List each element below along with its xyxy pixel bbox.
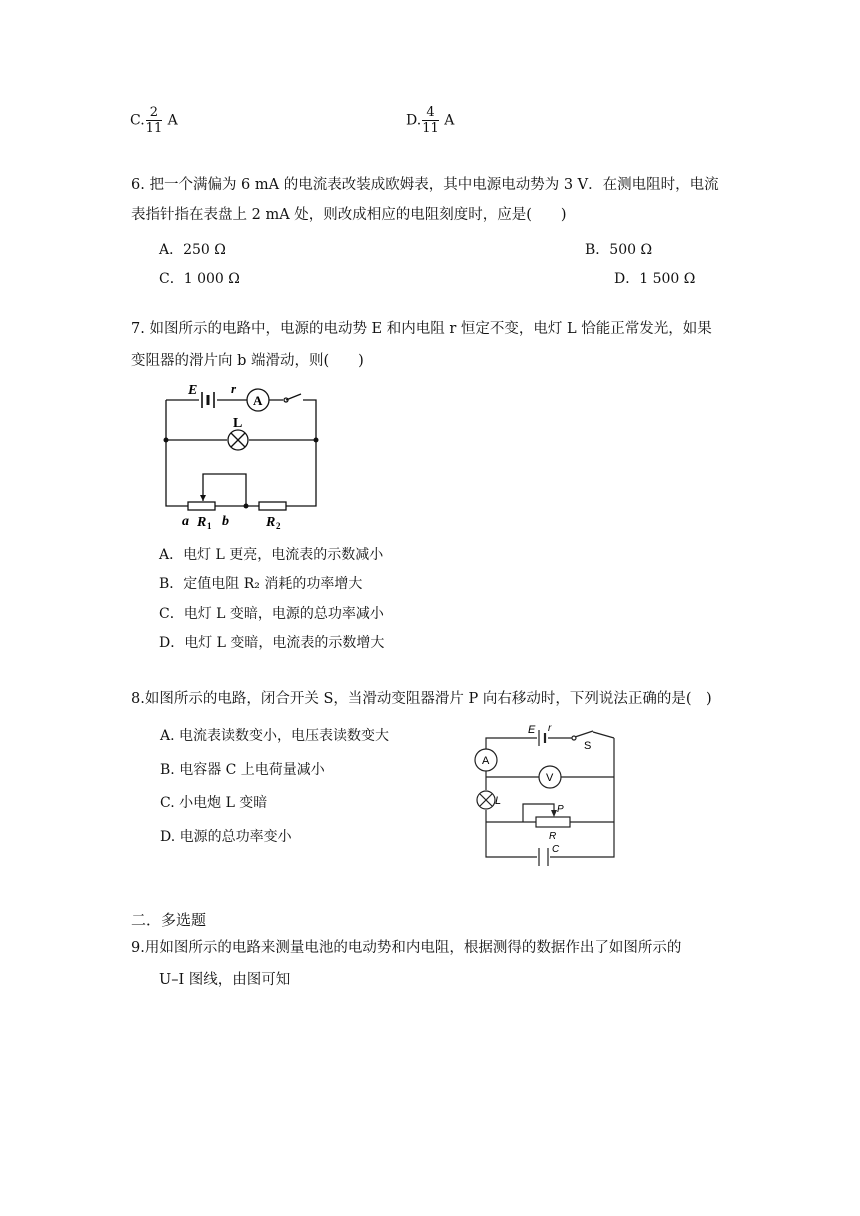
q7-label-a: a: [182, 514, 189, 529]
q8-voltmeter-label: V: [546, 772, 554, 784]
q7-label-r: r: [231, 381, 237, 396]
q7-label-e: E: [188, 383, 198, 398]
q8-ammeter-label: A: [482, 755, 490, 767]
q6-option-a: A．250 Ω: [159, 242, 226, 258]
q7-line2: 变阻器的滑片向 b 端滑动，则( ): [131, 353, 364, 369]
q6-line1: 6. 把一个满偏为 6 mA 的电流表改装成欧姆表，其中电源电动势为 3 V．在测电阻时，电流: [131, 177, 719, 193]
q7-option-a: A．电灯 L 更亮，电流表的示数减小: [159, 547, 384, 563]
q5-option-c-fraction: [146, 106, 163, 135]
q7-label-r2: R: [266, 515, 276, 530]
q6-option-c: C．1 000 Ω: [159, 271, 240, 287]
section-heading: 二．多选题: [131, 911, 207, 929]
q8-rheostat-label: R: [549, 831, 557, 842]
q6-option-b: B．500 Ω: [585, 242, 653, 258]
q8-capacitor-label: C: [552, 844, 560, 855]
q5-d-denominator: 11: [422, 121, 439, 136]
q5-d-numerator: 4: [422, 106, 439, 121]
q5-option-d: [406, 106, 454, 135]
q7-label-r1-sub: 1: [207, 521, 212, 531]
q7-label-b: b: [222, 514, 229, 529]
q9-line1: 9.用如图所示的电路来测量电池的电动势和内电阻，根据测得的数据作出了如图所示的: [131, 940, 682, 956]
q8-label-e: E: [528, 724, 536, 736]
q5-option-d-fraction: [422, 106, 439, 135]
q8-slider-label: P: [557, 804, 564, 815]
q7-label-r2-sub: 2: [276, 521, 281, 531]
q8-option-b: B. 电容器 C 上电荷量减小: [160, 762, 325, 778]
q6-option-d: D．1 500 Ω: [614, 271, 696, 287]
q8-switch-label: S: [584, 740, 592, 752]
q5-option-d-unit: A: [444, 112, 455, 129]
q8-option-a: A. 电流表读数变小，电压表读数变大: [160, 728, 390, 744]
q5-option-d-prefix: D.: [406, 112, 422, 129]
q8-option-c: C. 小电炮 L 变暗: [160, 795, 268, 811]
q7-line1: 7. 如图所示的电路中，电源的电动势 E 和内电阻 r 恒定不变，电灯 L 恰能正常发光，如果: [131, 321, 712, 337]
q7-option-b: B．定值电阻 R₂ 消耗的功率增大: [159, 576, 363, 592]
q8-line1: 8.如图所示的电路，闭合开关 S，当滑动变阻器滑片 P 向右移动时，下列说法正确的是( ): [131, 691, 712, 707]
q5-option-c-unit: A: [167, 112, 178, 129]
q8-option-d: D. 电源的总功率变小: [160, 829, 292, 845]
q5-option-c: [130, 106, 178, 135]
q5-c-denominator: 11: [145, 121, 163, 136]
q6-line2: 表指针指在表盘上 2 mA 处，则改成相应的电阻刻度时，应是( ): [131, 207, 567, 223]
q5-option-c-prefix: C.: [130, 112, 145, 129]
q5-c-numerator: 2: [146, 106, 163, 121]
q8-lamp-label: L: [495, 795, 502, 807]
q9-line2: U–I 图线，由图可知: [159, 972, 291, 988]
q7-ammeter-label: A: [253, 393, 263, 408]
q7-circuit-diagram: [155, 378, 330, 533]
q7-option-c: C．电灯 L 变暗，电源的总功率减小: [159, 606, 384, 622]
q7-option-d: D．电灯 L 变暗，电流表的示数增大: [159, 635, 385, 651]
q8-label-r: r: [548, 723, 552, 734]
q7-lamp-label: L: [233, 416, 243, 431]
q8-circuit-diagram: [468, 718, 623, 868]
q7-label-r1: R: [197, 515, 207, 530]
